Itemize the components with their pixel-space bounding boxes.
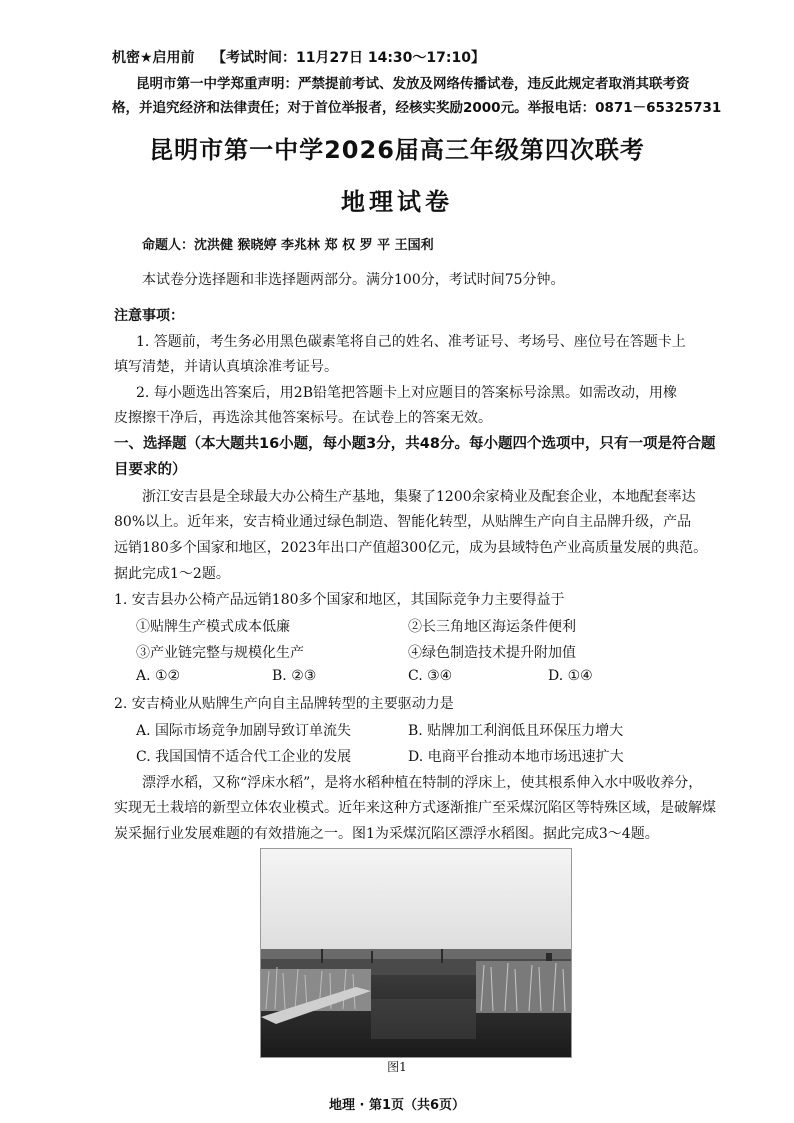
passage1-line-4: 据此完成1～2题。 xyxy=(114,566,230,582)
statement-line-1: 昆明市第一中学郑重声明：严禁提前考试、发放及网络传播试卷，违反此规定者取消其联考资 xyxy=(136,76,690,92)
intro: 本试卷分选择题和非选择题两部分。满分100分，考试时间75分钟。 xyxy=(142,272,565,288)
q1-statement-3: ③产业链完整与规模化生产 xyxy=(136,645,304,661)
q1-option-d[interactable]: D. ①④ xyxy=(548,668,593,684)
photo-illustration xyxy=(261,849,571,1057)
note-1-line-2: 填写清楚，并请认真填涂准考证号。 xyxy=(114,359,338,375)
note-1-line-1: 1. 答题前，考生务必用黑色碳素笔将自己的姓名、准考证号、考场号、座位号在答题卡上 xyxy=(136,334,686,350)
rice-field-photo xyxy=(260,848,572,1058)
figure-caption: 图1 xyxy=(387,1060,407,1074)
passage1-line-1: 浙江安吉县是全球最大办公椅生产基地，集聚了1200余家椅业及配套企业，本地配套率达 xyxy=(142,489,696,505)
q1-stem: 1. 安吉县办公椅产品远销180多个国家和地区，其国际竞争力主要得益于 xyxy=(114,592,565,608)
q1-statement-2: ②长三角地区海运条件便利 xyxy=(408,619,576,635)
exam-time: 【考试时间：11月27日 14:30～17:10】 xyxy=(212,50,485,66)
section1-heading-line-2: 目要求的） xyxy=(114,462,187,478)
q2-option-d[interactable]: D. 电商平台推动本地市场迅速扩大 xyxy=(408,749,624,765)
authors: 命题人：沈洪健 猴晓婷 李兆林 郑 权 罗 平 王国利 xyxy=(142,238,434,253)
passage2-line-2: 实现无土栽培的新型立体农业模式。近年来这种方式逐渐推广至采煤沉陷区等特殊区域，是破解煤 xyxy=(114,800,716,816)
section1-heading-line-1: 一、选择题（本大题共16小题，每小题3分，共48分。每小题四个选项中，只有一项是符合题 xyxy=(114,436,716,452)
subject-title: 地理试卷 xyxy=(341,188,453,216)
passage1-line-3: 远销180多个国家和地区，2023年出口产值超300亿元，成为县域特色产业高质量发展的典范。 xyxy=(114,540,708,556)
q1-option-a[interactable]: A. ①② xyxy=(136,668,181,684)
exam-title: 昆明市第一中学2026届高三年级第四次联考 xyxy=(149,136,645,164)
q1-statement-1: ①贴牌生产模式成本低廉 xyxy=(136,619,290,635)
q2-stem: 2. 安吉椅业从贴牌生产向自主品牌转型的主要驱动力是 xyxy=(114,696,454,712)
note-2-line-1: 2. 每小题选出答案后，用2B铅笔把答题卡上对应题目的答案标号涂黑。如需改动，用橡 xyxy=(136,385,678,401)
q1-option-b[interactable]: B. ②③ xyxy=(272,668,317,684)
q2-option-c[interactable]: C. 我国国情不适合代工企业的发展 xyxy=(136,749,352,765)
passage1-line-2: 80%以上。近年来，安吉椅业通过绿色制造、智能化转型，从贴牌生产向自主品牌升级，产品 xyxy=(114,514,692,530)
q2-option-b[interactable]: B. 贴牌加工利润低且环保压力增大 xyxy=(408,723,624,739)
passage2-line-1: 漂浮水稻，又称“浮床水稻”，是将水稻种植在特制的浮床上，使其根系伸入水中吸收养分， xyxy=(142,775,703,791)
q1-option-c[interactable]: C. ③④ xyxy=(408,668,453,684)
notes-heading: 注意事项： xyxy=(114,308,184,324)
q2-option-a[interactable]: A. 国际市场竞争加剧导致订单流失 xyxy=(136,723,352,739)
confidential-mark: 机密★启用前 xyxy=(112,50,195,66)
note-2-line-2: 皮擦擦干净后，再选涂其他答案标号。在试卷上的答案无效。 xyxy=(114,410,492,426)
page-footer: 地理 · 第1页（共6页） xyxy=(328,1098,466,1113)
q1-statement-4: ④绿色制造技术提升附加值 xyxy=(408,645,576,661)
passage2-line-3: 炭采掘行业发展难题的有效措施之一。图1为采煤沉陷区漂浮水稻图。据此完成3～4题。 xyxy=(114,826,659,842)
statement-line-2: 格，并追究经济和法律责任；对于首位举报者，经核实奖励2000元。举报电话：0871－65325731 xyxy=(112,100,722,116)
